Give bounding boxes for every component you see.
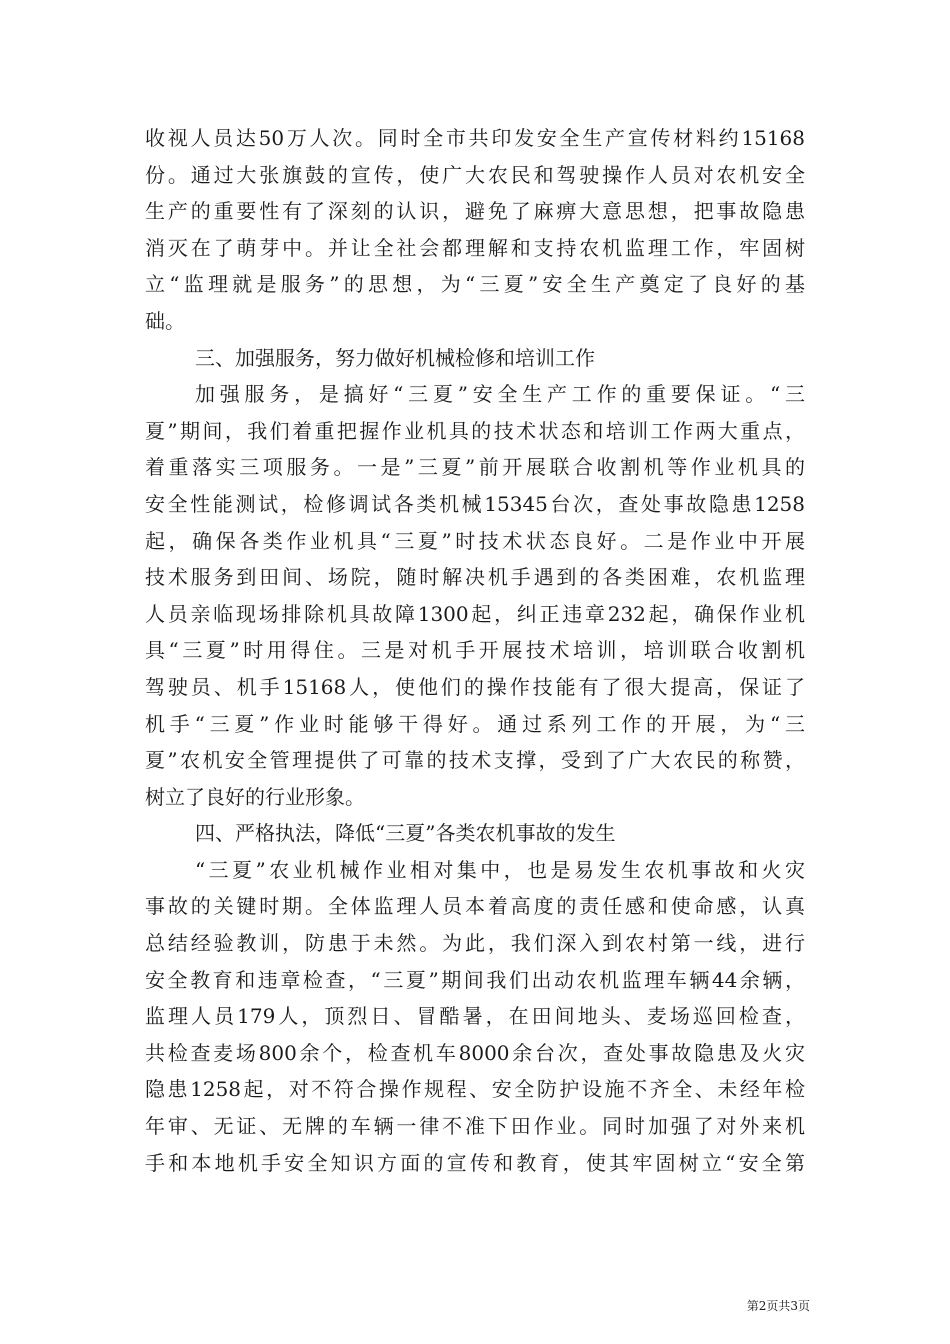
document-body — [145, 120, 805, 1181]
body-line: 共检查麦场800余个，检查机车8000余台次，查处事故隐患及火灾 — [145, 1040, 805, 1065]
body-line: 机手“三夏”作业时能够干得好。通过系列工作的开展，为“三 — [145, 711, 805, 736]
body-line: 安全性能测试，检修调试各类机械15345台次，查处事故隐患1258 — [145, 491, 805, 516]
body-line: 年审、无证、无牌的车辆一律不准下田作业。同时加强了对外来机 — [145, 1114, 805, 1139]
body-line: 夏”农机安全管理提供了可靠的技术支撑，受到了广大农民的称赞， — [145, 748, 805, 773]
body-line: 夏”期间，我们着重把握作业机具的技术状态和培训工作两大重点， — [145, 418, 805, 443]
paragraph-last-line: 础。 — [145, 308, 185, 333]
paragraph-first-line: 加强服务，是搞好“三夏”安全生产工作的重要保证。“三 — [195, 382, 805, 407]
body-line: 份。通过大张旗鼓的宣传，使广大农民和驾驶操作人员对农机安全 — [145, 162, 805, 187]
body-line: 生产的重要性有了深刻的认识，避免了麻痹大意思想，把事故隐患 — [145, 199, 805, 224]
body-line: 技术服务到田间、场院，随时解决机手遇到的各类困难，农机监理 — [145, 565, 805, 590]
body-line: 安全教育和违章检查，“三夏”期间我们出动农机监理车辆44余辆， — [145, 967, 805, 992]
paragraph-last-line: 树立了良好的行业形象。 — [145, 784, 365, 809]
body-line: 具“三夏”时用得住。三是对机手开展技术培训，培训联合收割机 — [145, 638, 805, 663]
body-line: 监理人员179人，顶烈日、冒酷暑，在田间地头、麦场巡回检查， — [145, 1004, 805, 1029]
body-line: 事故的关键时期。全体监理人员本着高度的责任感和使命感，认真 — [145, 894, 805, 919]
body-line: 隐患1258起，对不符合操作规程、安全防护设施不齐全、未经年检 — [145, 1077, 805, 1102]
body-line: 总结经验教训，防患于未然。为此，我们深入到农村第一线，进行 — [145, 931, 805, 956]
section-heading: 四、严格执法，降低“三夏”各类农机事故的发生 — [195, 821, 616, 846]
body-line: 消灭在了萌芽中。并让全社会都理解和支持农机监理工作，牢固树 — [145, 235, 805, 260]
body-line: 手和本地机手安全知识方面的宣传和教育，使其牢固树立“安全第 — [145, 1150, 805, 1175]
body-line: 起，确保各类作业机具“三夏”时技术状态良好。二是作业中开展 — [145, 528, 805, 553]
body-line: 驾驶员、机手15168人，使他们的操作技能有了很大提高，保证了 — [145, 674, 805, 699]
body-line: 立“监理就是服务”的思想，为“三夏”安全生产奠定了良好的基 — [145, 272, 805, 297]
paragraph-first-line: “三夏”农业机械作业相对集中，也是易发生农机事故和火灾 — [195, 857, 805, 882]
body-line: 着重落实三项服务。一是”三夏”前开展联合收割机等作业机具的 — [145, 455, 805, 480]
body-line: 收视人员达50万人次。同时全市共印发安全生产宣传材料约15168 — [145, 126, 805, 150]
page-number: 第2页共3页 — [746, 1299, 810, 1313]
body-line: 人员亲临现场排除机具故障1300起，纠正违章232起，确保作业机 — [145, 601, 805, 626]
section-heading: 三、加强服务，努力做好机械检修和培训工作 — [195, 345, 595, 370]
